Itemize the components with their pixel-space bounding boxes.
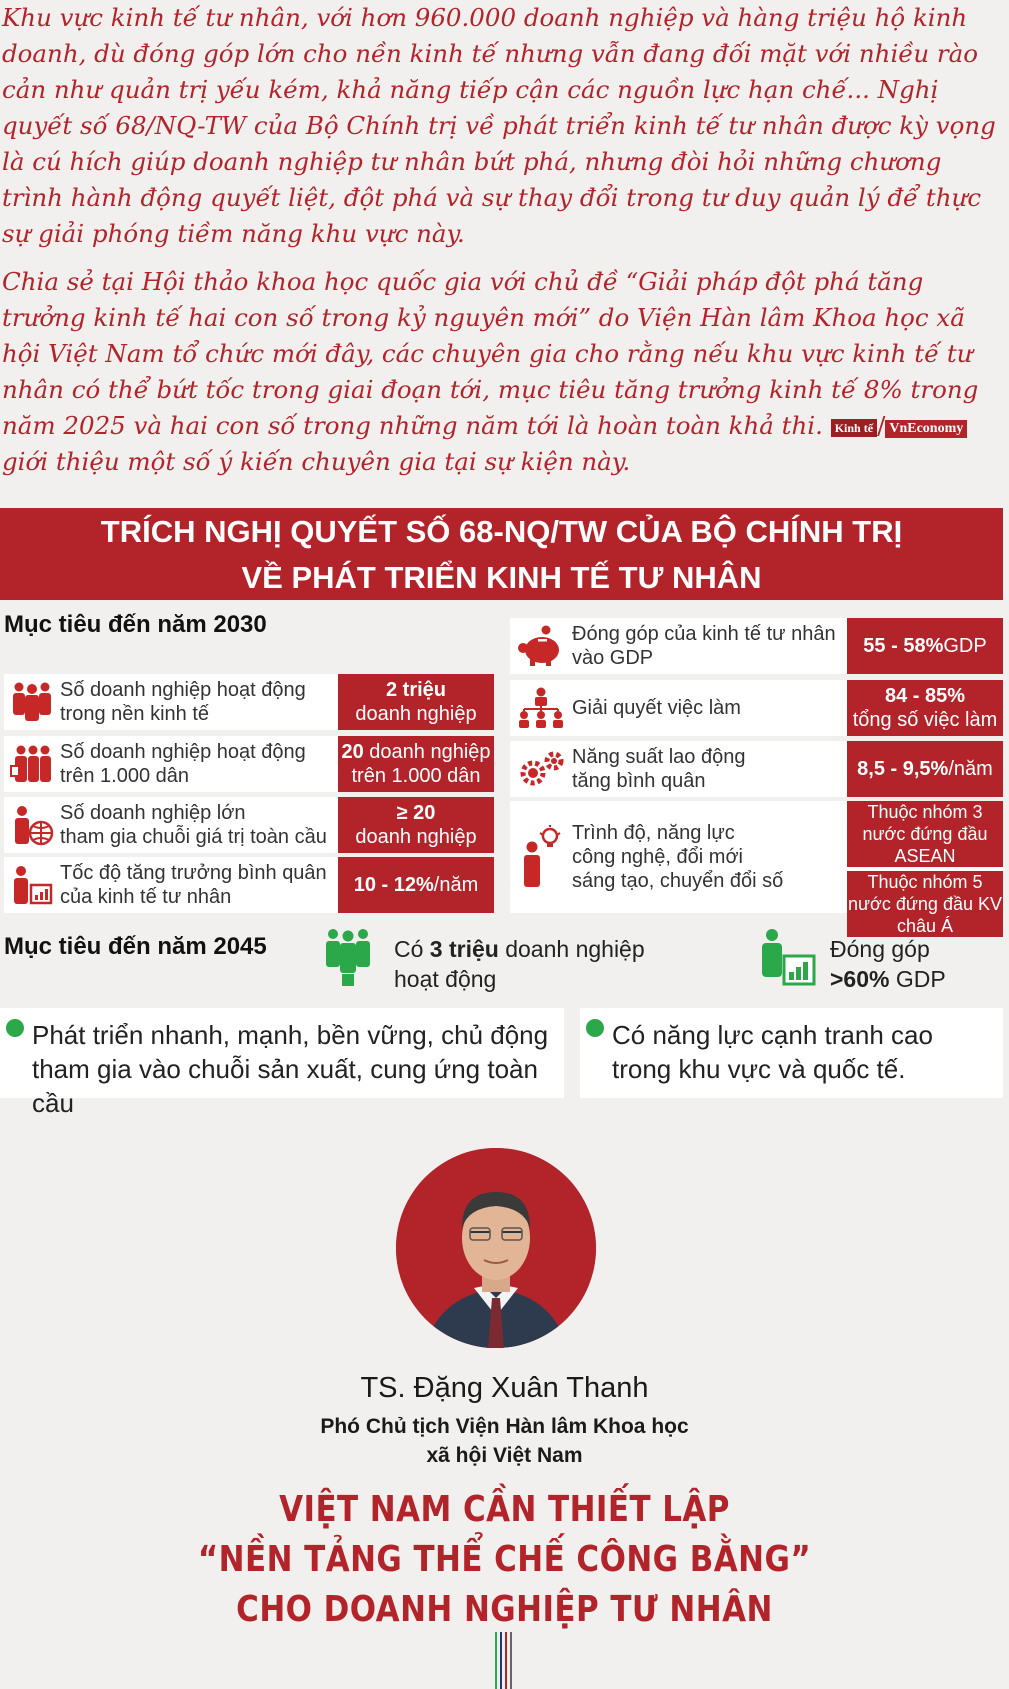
headline-line-1: VIỆT NAM CẦN THIẾT LẬP: [279, 1489, 730, 1530]
row-label: Đóng góp của kinh tế tư nhân: [572, 623, 836, 645]
row-value: [847, 741, 1003, 797]
row-label: vào GDP: [572, 647, 654, 669]
businessman-chart-green-icon: [756, 926, 818, 990]
headline-line-3: CHO DOANH NGHIỆP TƯ NHÂN: [236, 1589, 773, 1630]
row-label: tăng bình quân: [572, 770, 706, 792]
people-group-green-icon: [322, 926, 374, 988]
asia-rank-value: Thuộc nhóm 5 nước đứng đầu KV châu Á: [848, 872, 1002, 936]
box-text: Có năng lực cạnh tranh cao trong khu vực và quốc tế.: [612, 1020, 933, 1084]
kinh-te-logo[interactable]: Kinh tế: [831, 419, 877, 437]
row-label: Số doanh nghiệp hoạt động: [60, 741, 306, 763]
goal-row-density: [4, 736, 494, 792]
g45-a-bold: 3 triệu: [429, 936, 499, 962]
goal-2045-box-1: [0, 1008, 564, 1118]
brand-separator: /: [877, 411, 886, 440]
value-unit: doanh nghiệp: [363, 741, 491, 763]
value-bold: 8,5 - 9,5%: [857, 758, 949, 780]
banner-line-2: VỀ PHÁT TRIỂN KINH TẾ TƯ NHÂN: [241, 560, 762, 595]
row-label: Số doanh nghiệp hoạt động: [60, 679, 306, 701]
goals-2030-title: Mục tiêu đến năm 2030: [4, 611, 267, 638]
resolution-banner: [0, 508, 1003, 600]
article-headline: [71, 1485, 939, 1635]
value-bold: 20: [341, 741, 364, 763]
row-value: [338, 674, 494, 730]
value-unit: doanh nghiệp: [355, 703, 477, 725]
intro-paragraph-2: [2, 264, 1002, 480]
green-bullet-icon: [586, 1019, 604, 1037]
goal-row-global-chain: [4, 797, 494, 853]
goal-row-productivity: [510, 741, 1003, 797]
intro-p2-text: Chia sẻ tại Hội thảo khoa học quốc gia với chủ đề “Giải pháp đột phá tăng trưởng kinh tế hai con số trong kỷ nguyên mới” do Viện Hàn lâm Khoa học xã hội Việt Nam tổ chức mới đây, các chuyên gia cho rằng nếu khu vực kinh tế tư nhân có thể bứt tốc trong giai đoạn tới, mục tiêu tăng trưởng kinh tế 8% trong năm 2025 và hai con số trong những năm tới là hoàn toàn khả thi.: [2, 267, 979, 440]
vneconomy-logo[interactable]: VnEconomy: [885, 420, 967, 438]
row-label: Trình độ, năng lực: [572, 822, 735, 844]
row-label: Tốc độ tăng trưởng bình quân: [60, 862, 327, 884]
g45-a-line2: hoạt động: [394, 966, 497, 992]
row-label: trên 1.000 dân: [60, 765, 189, 787]
goal-2045-enterprises: [394, 934, 645, 994]
people-group-icon: [4, 674, 60, 730]
goal-row-gdp-share: [510, 618, 1003, 674]
g45-b-post: GDP: [889, 966, 946, 992]
goal-2045-gdp: [830, 934, 946, 994]
row-value: [338, 797, 494, 853]
value-unit: /năm: [433, 874, 479, 896]
businessman-chart-icon: [4, 857, 60, 913]
g45-a-post: doanh nghiệp: [498, 936, 645, 962]
value-unit: doanh nghiệp: [355, 826, 477, 848]
row-label: tham gia chuỗi giá trị toàn cầu: [60, 826, 327, 848]
row-label: trong nền kinh tế: [60, 703, 209, 725]
people-queue-icon: [4, 736, 60, 792]
g45-b-bold: >60%: [830, 966, 890, 992]
asean-rank-value: Thuộc nhóm 3 nước đứng đầu ASEAN: [847, 801, 1003, 867]
intro-paragraph-1: Khu vực kinh tế tư nhân, với hơn 960.000 doanh nghiệp và hàng triệu hộ kinh doanh, dù đóng góp lớn cho nền kinh tế nhưng vẫn đang đối mặt với nhiều rào cản như quản trị yếu kém, khả năng tiếp cận các nguồn lực hạn chế... Nghị quyết số 68/NQ-TW của Bộ Chính trị về phát triển kinh tế tư nhân được kỳ vọng là cú hích giúp doanh nghiệp tư nhân bứt phá, nhưng đòi hỏi những chương trình hành động quyết liệt, đột phá và sự thay đổi trong tư duy quản lý để thực sự giải phóng tiềm năng khu vực này.: [2, 3, 996, 248]
headline-line-2: “NỀN TẢNG THỂ CHẾ CÔNG BẰNG”: [197, 1539, 812, 1580]
row-value: [847, 618, 1003, 674]
value-bold: 84 - 85%: [884, 685, 966, 707]
row-value: [847, 680, 1003, 736]
speaker-role-line-1: Phó Chủ tịch Viện Hàn lâm Khoa học: [320, 1415, 689, 1438]
value-unit: tổng số việc làm: [852, 709, 998, 731]
row-value: [338, 736, 494, 792]
value-unit: /năm: [948, 758, 993, 780]
value-unit: GDP: [943, 635, 987, 657]
businessman-globe-icon: [4, 797, 60, 853]
speaker-role: [0, 1412, 1009, 1470]
row-label: Giải quyết việc làm: [572, 697, 741, 719]
goal-row-jobs: [510, 680, 1003, 736]
row-label: của kinh tế tư nhân: [60, 886, 232, 908]
banner-line-1: TRÍCH NGHỊ QUYẾT SỐ 68-NQ/TW CỦA BỘ CHÍNH TRỊ: [100, 514, 903, 549]
g45-a-pre: Có: [394, 936, 430, 962]
speaker-name: TS. Đặng Xuân Thanh: [360, 1372, 649, 1404]
row-label: Số doanh nghiệp lớn: [60, 802, 246, 824]
goal-row-enterprises: [4, 674, 494, 730]
value-bold: 10 - 12%: [353, 874, 434, 896]
row-label: sáng tạo, chuyển đổi số: [572, 870, 784, 892]
value-unit-2: trên 1.000 dân: [351, 765, 481, 787]
intro-text: [2, 0, 1002, 492]
businessman-idea-icon: [510, 801, 572, 913]
goal-row-growth: [4, 857, 494, 913]
row-value-pair: [847, 801, 1003, 936]
goals-2045-title: Mục tiêu đến năm 2045: [4, 933, 267, 960]
intro-p2-tail: giới thiệu một số ý kiến chuyên gia tại sự kiện này.: [2, 447, 631, 476]
green-bullet-icon: [6, 1019, 24, 1037]
value-bold: 2 triệu: [385, 679, 447, 701]
row-label: Năng suất lao động: [572, 746, 746, 768]
value-bold: 55 - 58%: [863, 635, 944, 657]
speaker-portrait: [396, 1148, 596, 1348]
org-chart-icon: [510, 680, 572, 736]
row-value: [338, 857, 494, 913]
piggy-bank-icon: [510, 618, 572, 674]
speaker-role-line-2: xã hội Việt Nam: [426, 1444, 583, 1467]
value-bold: ≥ 20: [396, 802, 436, 824]
row-label: công nghệ, đổi mới: [572, 846, 743, 868]
goal-row-technology: [510, 801, 1003, 936]
gears-icon: [510, 741, 572, 797]
box-text: Phát triển nhanh, mạnh, bền vững, chủ động tham gia vào chuỗi sản xuất, cung ứng toàn cầu: [32, 1020, 549, 1118]
goal-2045-box-2: [580, 1008, 1003, 1098]
g45-b-line1: Đóng góp: [830, 936, 930, 962]
